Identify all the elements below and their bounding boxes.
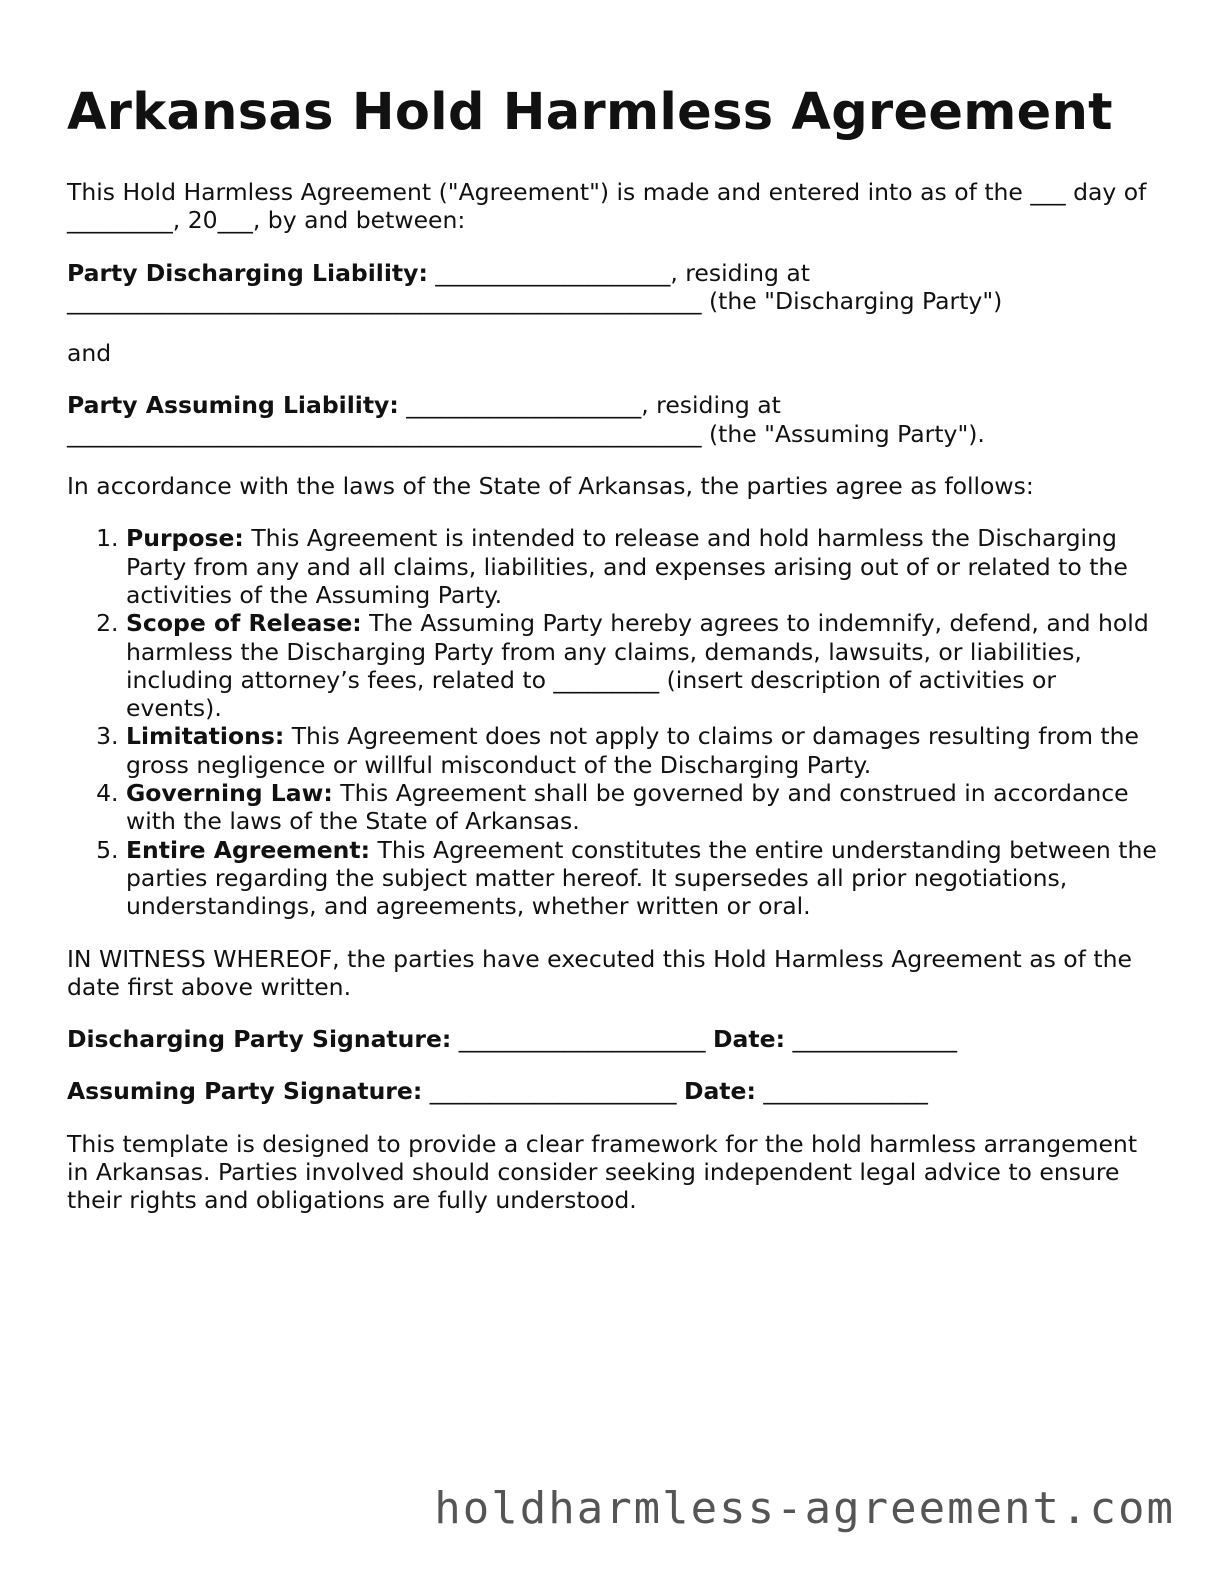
term-label: Entire Agreement: [126,835,371,864]
term-text: This Agreement is intended to release and hold harmless the Discharging Party from any and all claims, liabilities, and expenses arising out of or related to the activities of the Assuming Party. [126,524,1128,609]
discharging-party-paragraph [67,259,1157,316]
site-watermark: holdharmless-agreement.com [434,1483,1175,1534]
signature-blank: _____________________ [451,1025,714,1054]
footer-note: This template is designed to provide a clear framework for the hold harmless arrangement in Arkansas. Parties involved should consider seeking independent legal advice to ensure their rights and obligations are fully understood. [67,1129,1138,1215]
accordance-paragraph: In accordance with the laws of the State of Arkansas, the parties agree as follows: [67,472,1034,501]
signature-label: Assuming Party Signature: [67,1077,423,1106]
assuming-party-label: Party Assuming Liability: [67,391,399,420]
witness-paragraph: IN WITNESS WHEREOF, the parties have executed this Hold Harmless Agreement as of the date first above written. [67,944,1132,1001]
signature-label: Discharging Party Signature: [67,1025,452,1054]
signature-line-assuming [67,1077,1157,1105]
term-label: Scope of Release: [126,609,362,638]
term-text: This Agreement constitutes the entire understanding between the parties regarding the subject matter hereof. It supersedes all prior negotiations, understandings, and agreements, whether written or oral. [126,835,1157,921]
term-text: This Agreement does not apply to claims or damages resulting from the gross negligence or willful misconduct of the Discharging Party. [126,722,1139,779]
discharging-party-label: Party Discharging Liability: [67,258,428,287]
date-blank: ______________ [755,1077,928,1106]
discharging-party-text: ____________________, residing at ______________________________________________________ (the "Discharging Party") [67,258,1003,315]
assuming-party-paragraph [67,391,1157,448]
term-label: Purpose: [126,524,244,553]
document-title: Arkansas Hold Harmless Agreement [67,83,1113,142]
term-text: This Agreement shall be governed by and construed in accordance with the laws of the State of Arkansas. [126,779,1129,836]
signature-blank: _____________________ [422,1077,684,1106]
assuming-party-text: ____________________, residing at ______________________________________________________ (the "Assuming Party"). [67,391,985,448]
conjunction-and: and [67,339,112,368]
term-label: Limitations: [126,722,285,751]
term-text: The Assuming Party hereby agrees to indemnify, defend, and hold harmless the Discharging Party from any claims, demands, lawsuits, or liabilities, including attorney’s fees, related to _________ (insert description of activities or events). [126,609,1149,723]
date-blank: ______________ [784,1025,957,1054]
terms-list [67,524,1157,920]
term-limitations [126,722,1157,779]
term-governing-law [126,779,1157,836]
term-entire-agreement [126,836,1157,921]
term-purpose [126,524,1157,609]
date-label: Date: [713,1025,785,1054]
date-label: Date: [683,1077,756,1106]
document-page [67,82,1157,1239]
term-label: Governing Law: [126,779,333,808]
signature-line-discharging [67,1025,1157,1053]
term-scope-of-release [126,609,1157,722]
intro-paragraph: This Hold Harmless Agreement ("Agreement") is made and entered into as of the ___ day of _________, 20___, by and between: [67,178,1147,235]
